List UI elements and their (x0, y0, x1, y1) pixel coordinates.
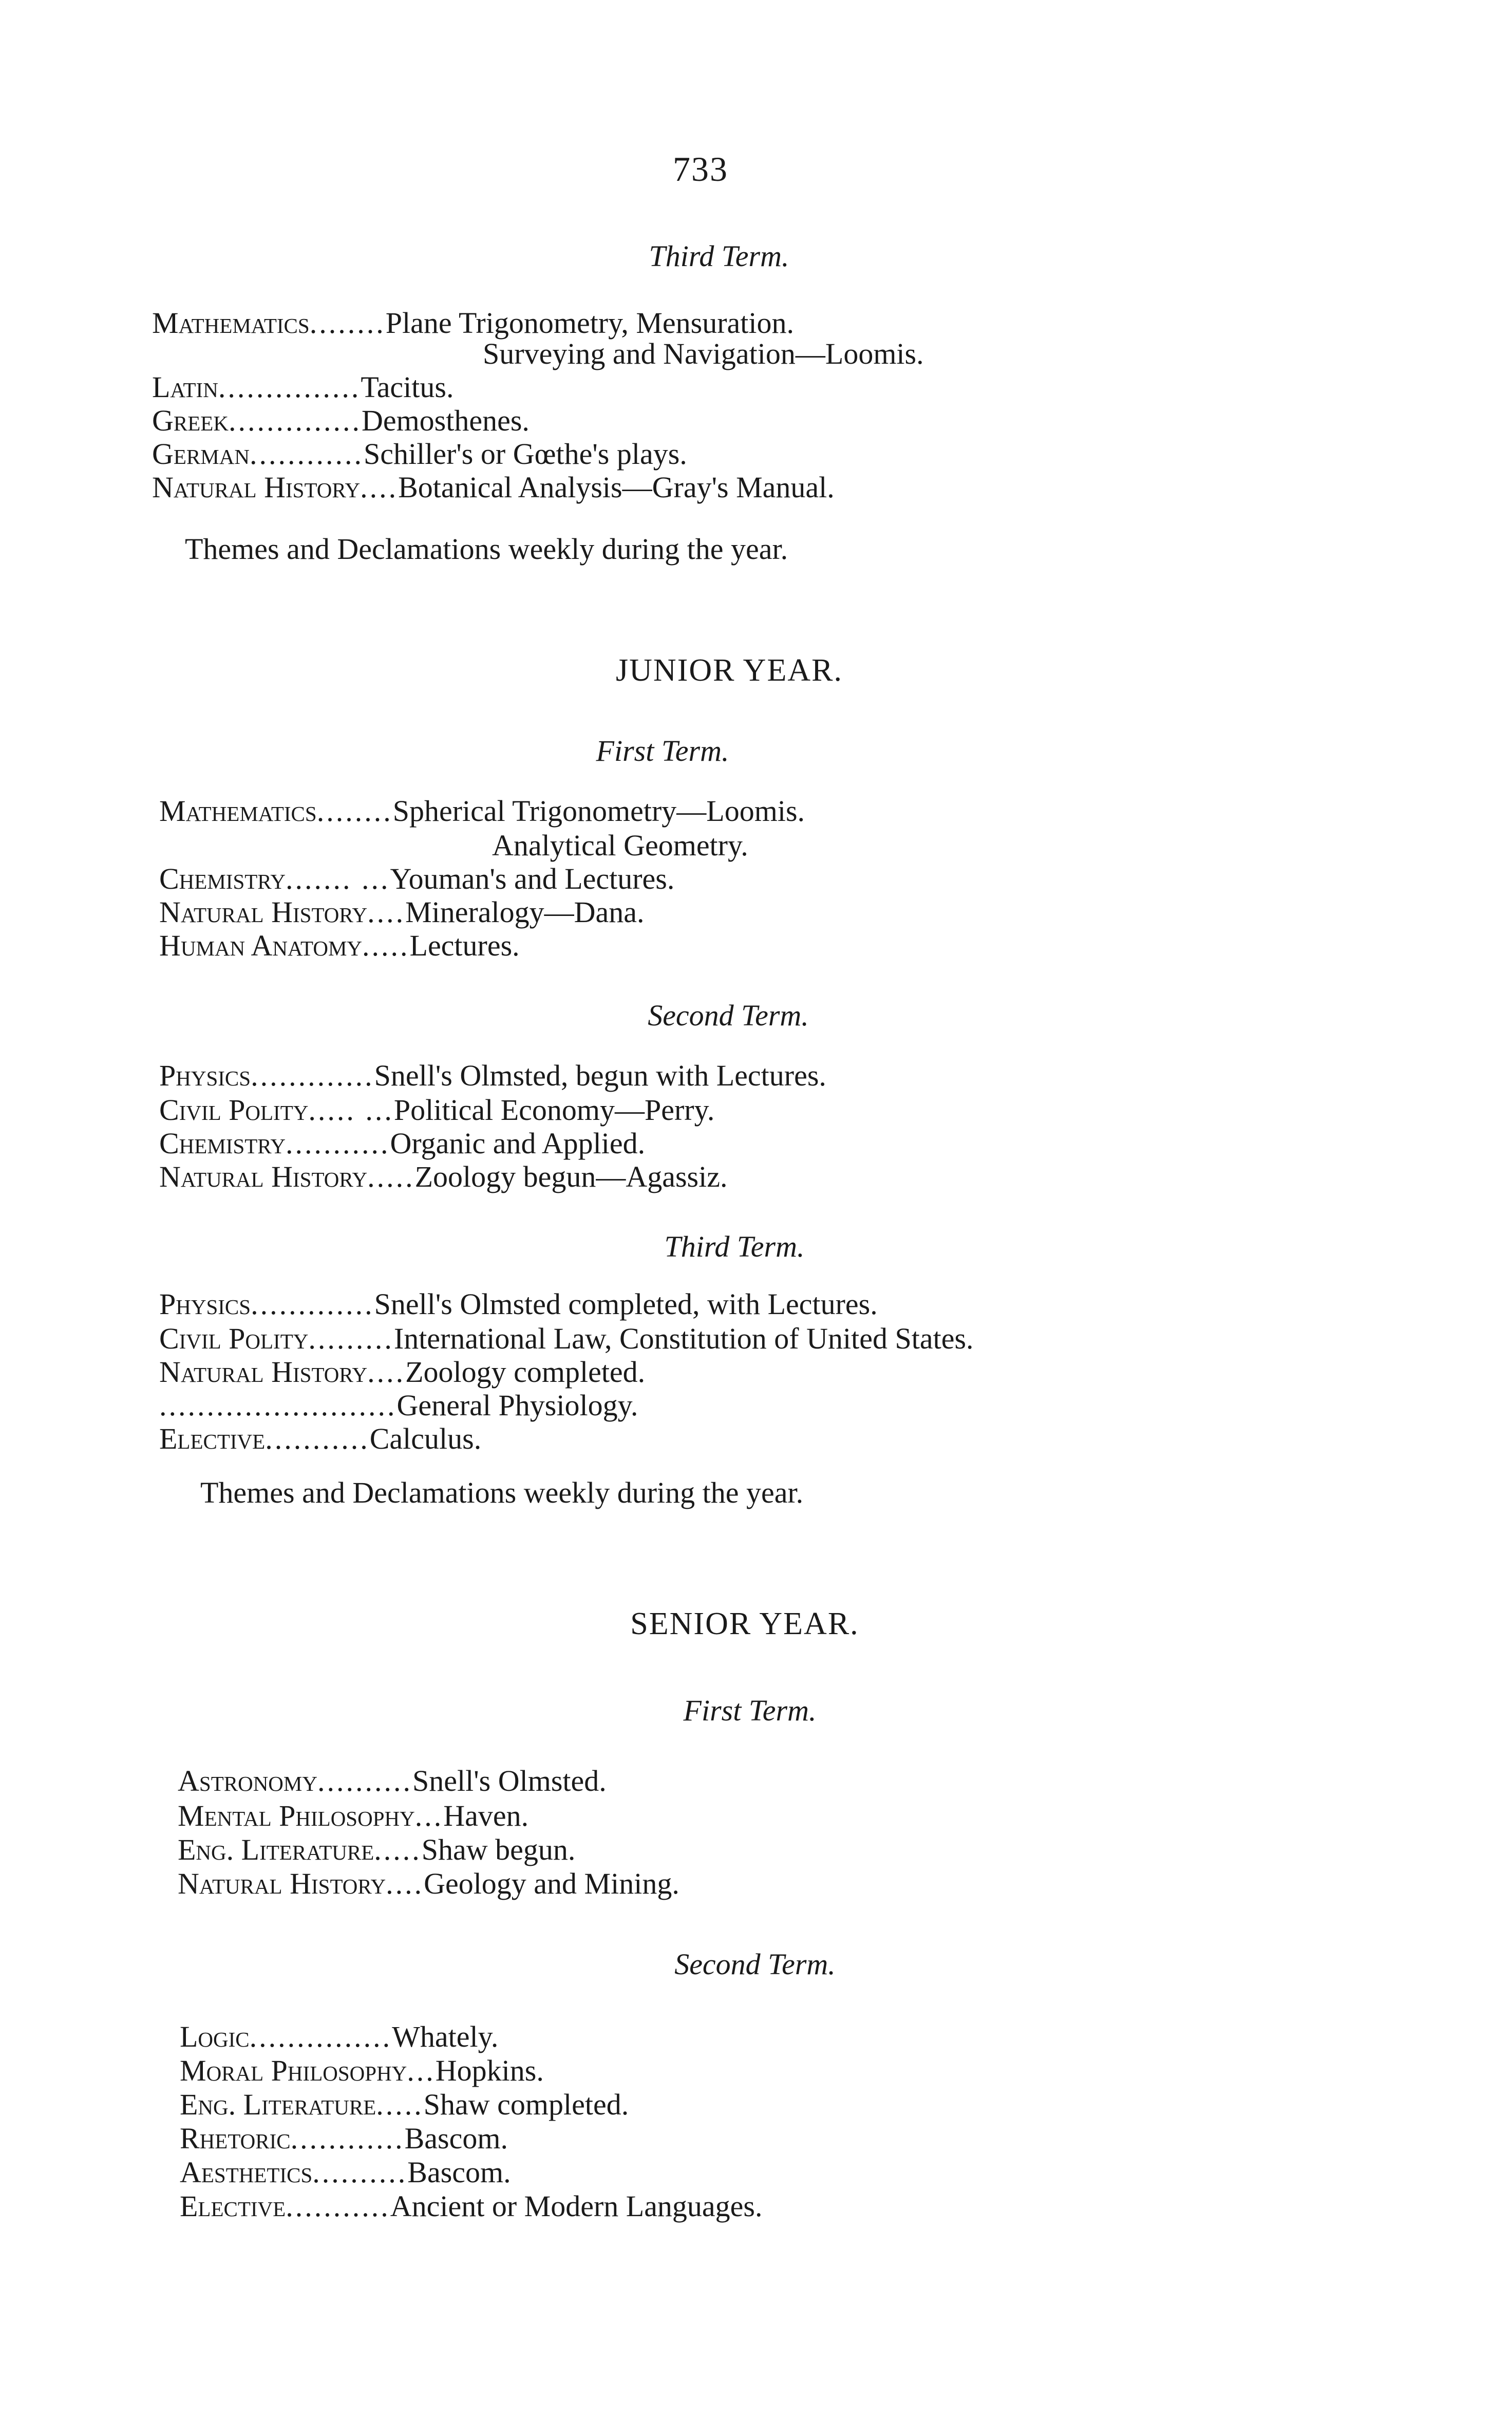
term-title: Third Term. (649, 239, 789, 273)
course-row (159, 1357, 645, 1387)
course-row (159, 931, 520, 961)
leader-dots: .... (360, 471, 399, 504)
leader-dots: ..... ... (308, 1093, 394, 1127)
course-row (152, 406, 530, 436)
course-row (152, 473, 835, 502)
course-content: Youman's and Lectures. (390, 862, 675, 895)
course-row (180, 2022, 498, 2052)
leader-dots: ............. (251, 1059, 374, 1092)
course-content: Bascom. (407, 2156, 511, 2189)
note-text: Themes and Declamations weekly during the year. (200, 1476, 804, 1509)
course-continuation: Analytical Geometry. (492, 829, 748, 862)
course-row (152, 439, 687, 469)
term-title: Second Term. (648, 999, 809, 1032)
course-row (159, 1095, 714, 1125)
subject-label: Logic (180, 2020, 250, 2053)
leader-dots: ........... (286, 2189, 390, 2223)
course-content: Organic and Applied. (390, 1127, 646, 1160)
course-content: General Physiology. (396, 1389, 638, 1422)
course-row (178, 1801, 528, 1831)
subject-label: Mental Philosophy (178, 1799, 415, 1832)
course-content: Tacitus. (361, 370, 454, 404)
section-heading: JUNIOR YEAR. (616, 653, 843, 688)
course-row (159, 1289, 878, 1319)
subject-label: Elective (180, 2189, 286, 2223)
leader-dots: ........ (309, 306, 386, 340)
course-row (178, 1835, 575, 1865)
leader-dots: ..... (376, 2088, 424, 2121)
subject-label: Chemistry (159, 862, 286, 895)
subject-label: Latin (152, 370, 218, 404)
course-content: Botanical Analysis—Gray's Manual. (398, 471, 835, 504)
course-row (159, 1324, 974, 1354)
course-content: Geology and Mining. (424, 1867, 679, 1900)
term-title: First Term. (683, 1694, 817, 1727)
course-content: Schiller's or Gœthe's plays. (363, 437, 687, 471)
course-content: International Law, Constitution of United States. (393, 1322, 974, 1355)
term-title: Third Term. (664, 1230, 805, 1263)
subject-label: Moral Philosophy (180, 2054, 407, 2087)
subject-label: Natural History (159, 895, 368, 929)
subject-label: Elective (159, 1422, 266, 1455)
course-row (159, 1391, 638, 1420)
course-content: Bascom. (404, 2122, 508, 2155)
course-content: Lectures. (409, 929, 520, 962)
leader-dots: .......... (312, 2156, 408, 2189)
subject-label: Chemistry (159, 1127, 286, 1160)
course-content: Zoology completed. (405, 1355, 646, 1389)
course-content: Ancient or Modern Languages. (390, 2189, 763, 2223)
leader-dots: ............. (251, 1287, 374, 1321)
course-content: Haven. (443, 1799, 529, 1832)
leader-dots: ........... (286, 1127, 390, 1160)
leader-dots: ..... (374, 1833, 422, 1866)
leader-dots: ........... (265, 1422, 370, 1455)
course-content: Shaw completed. (423, 2088, 629, 2121)
course-content: Shaw begun. (421, 1833, 576, 1866)
leader-dots: ..... (367, 1160, 415, 1193)
subject-label: Physics (159, 1287, 251, 1321)
subject-label: Natural History (159, 1160, 368, 1193)
subject-label: Natural History (178, 1867, 386, 1900)
course-content: Calculus. (369, 1422, 482, 1455)
leader-dots: ............ (290, 2122, 405, 2155)
leader-dots: ........ (316, 794, 393, 828)
course-content: Plane Trigonometry, Mensuration. (385, 306, 795, 340)
course-row (159, 1162, 727, 1192)
leader-dots: .............. (228, 404, 362, 437)
section-heading: SENIOR YEAR. (630, 1606, 859, 1641)
course-content: Mineralogy—Dana. (405, 895, 645, 929)
subject-label: Astronomy (178, 1764, 317, 1797)
subject-label: Mathematics (152, 306, 310, 340)
leader-dots: ............ (249, 437, 364, 471)
subject-label: Mathematics (159, 794, 317, 828)
course-continuation: Surveying and Navigation—Loomis. (483, 337, 924, 370)
subject-label: Natural History (159, 1355, 368, 1389)
course-row (159, 1129, 645, 1158)
leader-dots: .... (386, 1867, 424, 1900)
subject-label: Civil Polity (159, 1322, 309, 1355)
leader-dots: ............... (249, 2020, 392, 2053)
subject-label: Human Anatomy (159, 929, 363, 962)
leader-dots: ......... (308, 1322, 394, 1355)
leader-dots: .... (367, 895, 406, 929)
note-text: Themes and Declamations weekly during the year. (185, 532, 788, 566)
leader-dots: ..... (362, 929, 410, 962)
course-content: Zoology begun—Agassiz. (414, 1160, 728, 1193)
course-row (180, 2189, 763, 2223)
subject-label: Greek (152, 404, 229, 437)
course-content: Demosthenes. (361, 404, 530, 437)
course-row (152, 372, 453, 402)
course-content: Political Economy—Perry. (393, 1093, 715, 1127)
course-row (159, 1061, 826, 1091)
subject-label: Eng. Literature (178, 1833, 374, 1866)
course-row (180, 2056, 544, 2086)
subject-label: Physics (159, 1059, 251, 1092)
course-content: Snell's Olmsted, begun with Lectures. (374, 1059, 826, 1092)
leader-dots: ....... ... (286, 862, 390, 895)
course-row (180, 2124, 508, 2153)
leader-dots: ......................... (159, 1389, 397, 1422)
page-number: 733 (673, 149, 728, 189)
subject-label: Rhetoric (180, 2122, 291, 2155)
leader-dots: ... (414, 1799, 444, 1832)
course-row (159, 864, 674, 894)
subject-label: Civil Polity (159, 1093, 309, 1127)
course-row (178, 1869, 679, 1899)
course-row (159, 796, 805, 826)
subject-label: German (152, 437, 250, 471)
leader-dots: .... (367, 1355, 406, 1389)
subject-label: Eng. Literature (180, 2088, 376, 2121)
course-content: Snell's Olmsted completed, with Lectures. (374, 1287, 878, 1321)
term-title: Second Term. (674, 1947, 836, 1981)
leader-dots: .......... (317, 1764, 412, 1797)
course-row (180, 2090, 629, 2120)
course-content: Snell's Olmsted. (412, 1764, 607, 1797)
course-content: Spherical Trigonometry—Loomis. (392, 794, 805, 828)
course-row (159, 1424, 481, 1454)
course-row (178, 1766, 607, 1796)
course-row (159, 897, 645, 927)
subject-label: Aesthetics (180, 2156, 313, 2189)
term-title: First Term. (596, 734, 729, 767)
course-content: Hopkins. (435, 2054, 544, 2087)
subject-label: Natural History (152, 471, 361, 504)
course-row (180, 2158, 511, 2187)
leader-dots: ... (407, 2054, 436, 2087)
course-content: Whately. (392, 2020, 499, 2053)
course-row (152, 308, 794, 338)
leader-dots: ............... (218, 370, 361, 404)
